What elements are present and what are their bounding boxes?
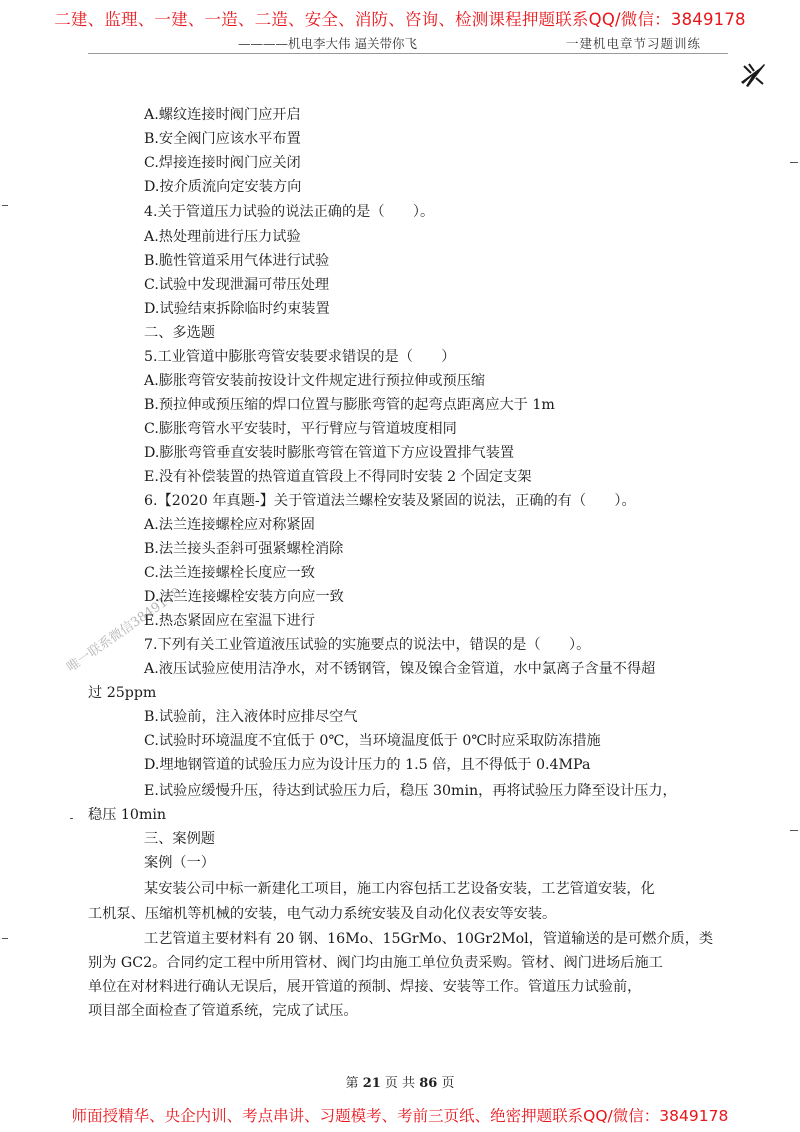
case-paragraph-line: 别为 GC2。合同约定工程中所用管材、阀门均由施工单位负责采购。管材、阀门进场后施工 xyxy=(88,955,663,971)
edge-mark xyxy=(790,830,798,831)
option-line: D.膨胀弯管垂直安装时膨胀弯管在管道下方应设置排气装置 xyxy=(144,445,515,461)
option-line: A.热处理前进行压力试验 xyxy=(144,229,301,245)
option-line: B.预拉伸或预压缩的焊口位置与膨胀弯管的起弯点距离应大于 1m xyxy=(144,397,555,413)
question-line: 6.【2020 年真题-】关于管道法兰螺栓安装及紧固的说法，正确的有（ ）。 xyxy=(144,493,636,509)
edge-mark xyxy=(790,162,798,163)
page-number: 21 xyxy=(362,1076,381,1091)
option-line: E.热态紧固应在室温下进行 xyxy=(144,613,315,629)
diagonal-watermark: 唯一联系微信3849178 xyxy=(64,585,185,676)
option-line: D.埋地钢管道的试验压力应为设计压力的 1.5 倍，且不得低于 0.4MPa xyxy=(144,757,591,773)
option-line: D.试验结束拆除临时约束装置 xyxy=(144,301,330,317)
section-heading: 二、多选题 xyxy=(144,325,215,341)
top-ad-banner: 二建、监理、一建、一造、二造、安全、消防、咨询、检测课程押题联系QQ/微信：3849178 xyxy=(54,10,746,29)
option-line: D.按介质流向定安装方向 xyxy=(144,179,302,195)
footer-middle: 页 共 xyxy=(384,1076,416,1091)
footer-prefix: 第 xyxy=(345,1076,359,1091)
case-paragraph-line: 单位在对材料进行确认无误后，展开管道的预制、焊接、安装等工作。管道压力试验前， xyxy=(88,979,642,995)
option-line: B.法兰接头歪斜可强紧螺栓消除 xyxy=(144,541,344,557)
header-slogan: ————机电李大伟 逼关带你飞 xyxy=(238,36,417,51)
airplane-logo-icon xyxy=(738,60,768,90)
option-line-continued: 过 25ppm xyxy=(88,685,157,701)
option-line: A.螺纹连接时阀门应开启 xyxy=(144,107,301,123)
page-footer xyxy=(0,1072,800,1091)
case-heading: 案例（一） xyxy=(144,855,215,871)
option-line: B.安全阀门应该水平布置 xyxy=(144,131,301,147)
header-divider xyxy=(88,53,728,54)
option-line: C.试验时环境温度不宜低于 0℃，当环境温度低于 0℃时应采取防冻措施 xyxy=(144,733,601,749)
option-line-continued: 稳压 10min xyxy=(88,807,167,823)
footer-suffix: 页 xyxy=(441,1076,455,1091)
option-line: A.法兰连接螺栓应对称紧固 xyxy=(144,517,315,533)
option-line: E.没有补偿装置的热管道直管段上不得同时安装 2 个固定支架 xyxy=(144,469,532,485)
option-line: D.法兰连接螺栓安装方向应一致 xyxy=(144,589,344,605)
section-heading: 三、案例题 xyxy=(144,831,215,847)
option-line: A.膨胀弯管安装前按设计文件规定进行预拉伸或预压缩 xyxy=(144,373,486,389)
total-pages: 86 xyxy=(419,1076,438,1091)
case-paragraph-line: 项目部全面检查了管道系统，完成了试压。 xyxy=(88,1003,358,1019)
question-line: 4.关于管道压力试验的说法正确的是（ ）。 xyxy=(144,204,435,220)
header-title: 一建机电章节习题训练 xyxy=(566,36,702,51)
option-line: C.焊接连接时阀门应关闭 xyxy=(144,155,301,171)
edge-mark xyxy=(70,818,73,819)
bottom-ad-banner: 师面授精华、央企内训、考点串讲、习题模考、考前三页纸、绝密押题联系QQ/微信：3849178 xyxy=(71,1107,729,1125)
question-line: 7.下列有关工业管道液压试验的实施要点的说法中，错误的是（ ）。 xyxy=(144,637,591,653)
option-line: C.试验中发现泄漏可带压处理 xyxy=(144,277,330,293)
option-line: E.试验应缓慢升压，待达到试验压力后，稳压 30min，再将试验压力降至设计压力， xyxy=(144,783,677,799)
option-line: B.脆性管道采用气体进行试验 xyxy=(144,253,330,269)
option-line: C.膨胀弯管水平安装时，平行臂应与管道坡度相同 xyxy=(144,421,457,437)
case-paragraph-line: 某安装公司中标一新建化工项目，施工内容包括工艺设备安装，工艺管道安装，化 xyxy=(144,881,655,897)
option-line: B.试验前，注入液体时应排尽空气 xyxy=(144,709,358,725)
option-line: A.液压试验应使用洁净水，对不锈钢管，镍及镍合金管道，水中氯离子含量不得超 xyxy=(144,661,656,677)
edge-mark xyxy=(2,938,8,939)
case-paragraph-line: 工机泵、压缩机等机械的安装，电气动力系统安装及自动化仪表安等安装。 xyxy=(88,906,557,922)
question-line: 5.工业管道中膨胀弯管安装要求错误的是（ ） xyxy=(144,349,456,365)
case-paragraph-line: 工艺管道主要材料有 20 钢、16Mo、15GrMo、10Gr2Mol，管道输送的是可燃介质，类 xyxy=(144,931,714,947)
option-line: C.法兰连接螺栓长度应一致 xyxy=(144,565,315,581)
edge-mark xyxy=(2,205,8,206)
